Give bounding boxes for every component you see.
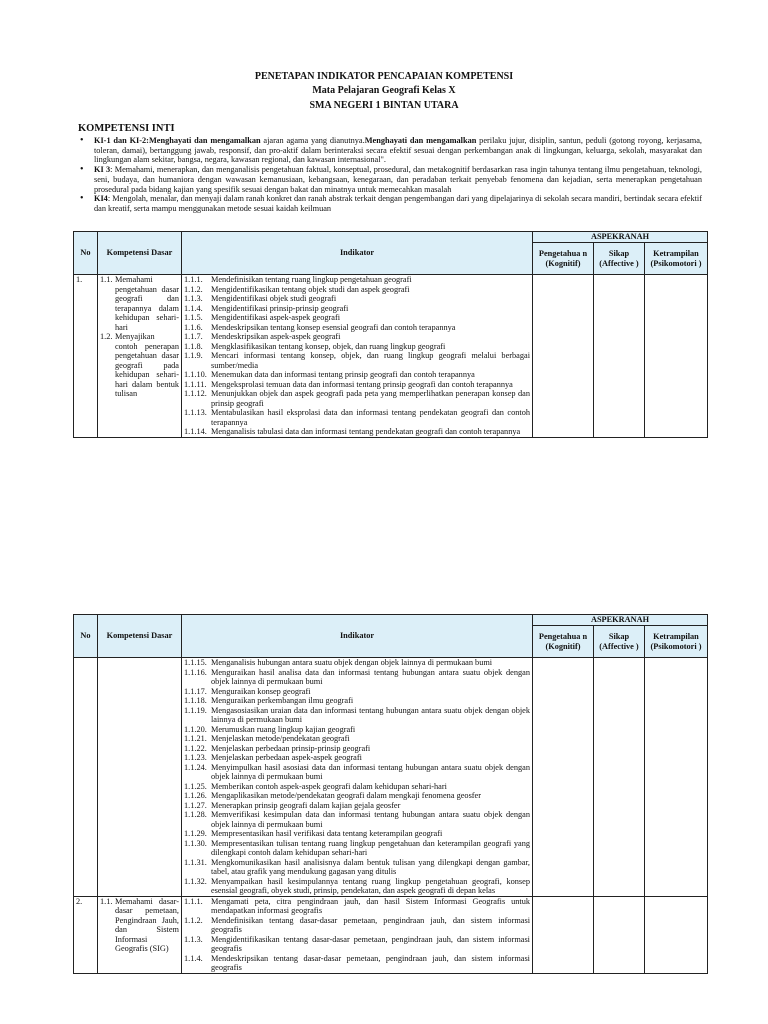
indicator-number: 1.1.15. xyxy=(184,658,207,667)
indicator-text: Mengeksprolasi temuan data dan informasi tentang prinsip geografi dan contoh terapannya xyxy=(211,379,513,389)
kompetensi-dasar-cell xyxy=(98,658,182,897)
indicator-text: Mentabulasikan hasil eksprolasi data dan informasi tentang pendekatan geografi dan contoh terapannya xyxy=(211,408,530,427)
ki-text: ajaran agama yang dianutnya. xyxy=(260,136,365,145)
kompetensi-dasar-cell xyxy=(98,275,182,438)
indicator-text: Menguraikan hasil analisa data dan informasi tentang hubungan antara suatu objek dengan objek lainnya di permukaan bumi xyxy=(211,667,530,686)
indicator-text: Menerapkan prinsip geografi dalam kajian gejala geosfer xyxy=(211,800,401,810)
indicator-item xyxy=(184,753,530,763)
indicator-number: 1.1.1. xyxy=(184,275,203,284)
indicator-item xyxy=(184,285,530,295)
header-kognitif: Pengetahua n (Kognitif) xyxy=(533,626,594,658)
indikator-cell xyxy=(182,275,533,438)
header-afektif: Sikap (Affective ) xyxy=(594,626,645,658)
ki-text: perilaku jujur, disiplin, santun, peduli (gotong royong, kerjasama, toleran, damai), bertanggung jawab, responsif, dan pro-aktif dalam berinteraksi secara efektif sesuai dengan perkembangan anak di lingkungan, keluarga, sekolah, masyarakat dan lingkungan alam sekitar, bangsa, negara, kawasan regional, dan kawasan internasional". xyxy=(94,136,702,165)
ki-label: KI4 xyxy=(94,194,108,204)
indicator-number: 1.1.31. xyxy=(184,857,207,867)
indicator-item xyxy=(184,810,530,829)
indicator-item xyxy=(184,916,530,935)
indicator-number: 1.1.9. xyxy=(184,351,203,360)
indicator-item xyxy=(184,954,530,973)
ki-item-4 xyxy=(78,194,702,213)
indicator-text: Mendeskripsikan tentang dasar-dasar pemetaan, pengindraan jauh, dan sistem informasi geografis xyxy=(211,953,530,972)
indicator-number: 1.1.23. xyxy=(184,753,207,762)
indicator-text: Mempresentasikan hasil verifikasi data tentang keterampilan geografi xyxy=(211,829,443,838)
indicator-text: Mengidentifikasi objek studi geografi xyxy=(211,294,337,303)
indicator-item xyxy=(184,782,530,792)
indicator-text: Mengkomunikasikan hasil analisisnya dalam bentuk tulisan yang dilengkapi dengan gambar, tabel, atau grafik yang mendukung gagasan yang ditulis xyxy=(211,857,530,876)
psikomotor-cell xyxy=(645,275,708,438)
row-number xyxy=(74,658,98,897)
indicator-number: 1.1.29. xyxy=(184,829,207,838)
indicator-number: 1.1.27. xyxy=(184,800,207,810)
indicator-item xyxy=(184,791,530,801)
indicator-number: 1.1.32. xyxy=(184,876,207,886)
kompetensi-inti-list xyxy=(78,136,702,214)
indicator-text: Menyampaikan hasil kesimpulannya tentang ruang lingkup pengetahuan geografi, konsep esensial geografi, obyek studi, prinsip, pendekatan, dan aspek geografi di depan kelas xyxy=(211,876,530,895)
indicator-item xyxy=(184,801,530,811)
indicator-number: 1.1.2. xyxy=(184,915,203,925)
indicator-item xyxy=(184,275,530,285)
indicator-item xyxy=(184,839,530,858)
indicator-text: Mempresentasikan tulisan tentang ruang lingkup pengetahuan dan keterampilan geografi yang dilengkapi contoh dalam kehidupan sehari-hari xyxy=(211,838,530,857)
indicator-text: Mengidentifikasi aspek-aspek geografi xyxy=(211,313,341,322)
ki-lead: Menghayati dan mengamalkan xyxy=(148,136,261,145)
ki-text: : Mengolah, menalar, dan menyaji dalam ranah konkret dan ranah abstrak terkait dengan pengembangan dari yang dipelajarinya di sekolah secara mandiri, bertindak secara efektif dan kreatif, serta mampu menggunakan metode sesuai kaidah keilmuan xyxy=(94,194,702,213)
ki-lead: Menghayati dan mengamalkan xyxy=(364,136,477,145)
indicator-number: 1.1.4. xyxy=(184,303,203,313)
indicator-number: 1.1.11. xyxy=(184,379,207,389)
afektif-cell xyxy=(594,658,645,897)
indicator-number: 1.1.22. xyxy=(184,743,207,753)
kd-text: Memahami pengetahuan dasar geografi dan terapannya dalam kehidupan sehari-hari xyxy=(115,275,179,332)
indicator-text: Mendeskripsikan aspek-aspek geografi xyxy=(211,332,341,341)
indicator-number: 1.1.25. xyxy=(184,781,207,791)
indicator-text: Menganalisis tabulasi data dan informasi tentang pendekatan geografi dan contoh terapannya xyxy=(211,427,521,436)
indicator-number: 1.1.12. xyxy=(184,389,207,398)
indicator-text: Mengasosiasikan uraian data dan informasi tentang hubungan antara suatu objek dengan objek lainnya di permukaan bumi xyxy=(211,705,530,724)
indikator-cell xyxy=(182,658,533,897)
header-aspekranah: ASPEKRANAH xyxy=(533,615,708,626)
indicator-number: 1.1.8. xyxy=(184,341,203,351)
indicator-number: 1.1.19. xyxy=(184,705,207,715)
indicator-text: Menjelaskan metode/pendekatan geografi xyxy=(211,734,350,743)
ki-label: KI-1 dan KI-2: xyxy=(94,136,149,145)
indicator-number: 1.1.6. xyxy=(184,322,203,332)
indicator-number: 1.1.3. xyxy=(184,934,203,944)
ki-text: : Memahami, menerapkan, dan menganalisis pengetahuan faktual, konseptual, prosedural, dan metakognitif berdasarkan rasa ingin tahunya tentang ilmu pengetahuan, teknologi, seni, budaya, dan humaniora dengan wawasan kemanusiaan, kebangsaan, kenegaraan, dan peradaban terkait penyebab fenomena dan kejadian, serta menerapkan pengetahuan prosedural pada bidang kajian yang spesifik sesuai dengan bakat dan minatnya untuk memecahkan masalah xyxy=(94,165,702,194)
indicator-item xyxy=(184,763,530,782)
indicator-number: 1.1.30. xyxy=(184,838,207,848)
psikomotor-cell xyxy=(645,896,708,973)
kompetensi-dasar-item xyxy=(100,332,179,399)
psikomotor-cell xyxy=(645,658,708,897)
indicator-table-2 xyxy=(73,614,708,974)
indicator-item xyxy=(184,313,530,323)
header-no: No xyxy=(74,232,98,275)
document-subtitle: Mata Pelajaran Geografi Kelas X xyxy=(312,85,456,96)
kompetensi-dasar-cell xyxy=(98,896,182,973)
indicator-item xyxy=(184,389,530,408)
indicator-number: 1.1.21. xyxy=(184,734,207,743)
table-row xyxy=(74,275,708,438)
indicator-item xyxy=(184,294,530,304)
indicator-text: Menjelaskan perbedaan prinsip-prinsip geografi xyxy=(211,743,371,753)
table-row xyxy=(74,658,708,897)
kognitif-cell xyxy=(533,275,594,438)
indicator-item xyxy=(184,380,530,390)
header-kompetensi-dasar: Kompetensi Dasar xyxy=(98,615,182,658)
kognitif-cell xyxy=(533,896,594,973)
indicator-number: 1.1.4. xyxy=(184,953,203,963)
kd-number: 1.1. xyxy=(100,896,113,906)
header-kognitif: Pengetahua n (Kognitif) xyxy=(533,243,594,275)
ki-label: KI 3 xyxy=(94,165,111,175)
indicator-number: 1.1.1. xyxy=(184,896,203,906)
header-kompetensi-dasar: Kompetensi Dasar xyxy=(98,232,182,275)
school-name: SMA NEGERI 1 BINTAN UTARA xyxy=(309,100,459,111)
indicator-text: Merumuskan ruang lingkup kajian geografi xyxy=(211,724,356,734)
document-title: PENETAPAN INDIKATOR PENCAPAIAN KOMPETENSI xyxy=(254,71,514,82)
indicator-text: Menguraikan konsep geografi xyxy=(211,686,311,696)
indicator-number: 1.1.5. xyxy=(184,313,203,322)
indicator-number: 1.1.3. xyxy=(184,294,203,303)
indicator-number: 1.1.26. xyxy=(184,791,207,800)
indicator-item xyxy=(184,725,530,735)
indicator-item xyxy=(184,370,530,380)
indicator-item xyxy=(184,351,530,370)
indicator-item xyxy=(184,427,530,437)
afektif-cell xyxy=(594,275,645,438)
indicator-item xyxy=(184,408,530,427)
header-afektif: Sikap (Affective ) xyxy=(594,243,645,275)
indicator-number: 1.1.20. xyxy=(184,724,207,734)
indicator-text: Menemukan data dan informasi tentang prinsip geografi dan contoh terapannya xyxy=(211,370,475,379)
indicator-text: Mendefinisikan tentang dasar-dasar pemetaan, pengindraan jauh, dan sistem informasi geografis xyxy=(211,915,530,934)
indicator-item xyxy=(184,829,530,839)
indicator-text: Menganalisis hubungan antara suatu objek dengan objek lainnya di permukaan bumi xyxy=(211,658,493,667)
indicator-number: 1.1.13. xyxy=(184,408,207,417)
indicator-text: Menunjukkan objek dan aspek geografi pada peta yang memperlihatkan penerapan konsep dan prinsip geografi xyxy=(211,389,530,408)
indicator-item xyxy=(184,706,530,725)
indicator-item xyxy=(184,332,530,342)
ki-item-1-2 xyxy=(78,136,702,165)
kd-text: Menyajikan contoh penerapan pengetahuan dasar geografi pada kehidupan sehari-hari dalam bentuk tulisan xyxy=(115,332,179,398)
indicator-number: 1.1.28. xyxy=(184,810,207,819)
indicator-text: Memberikan contoh aspek-aspek geografi dalam kehidupan sehari-hari xyxy=(211,781,447,791)
indicator-text: Menjelaskan perbedaan aspek-aspek geografi xyxy=(211,753,362,762)
kognitif-cell xyxy=(533,658,594,897)
kompetensi-inti-heading: KOMPETENSI INTI xyxy=(78,123,175,134)
indicator-text: Mengidentifikasikan tentang dasar-dasar pemetaan, pengindraan jauh, dan sistem informasi geografis xyxy=(211,934,530,953)
indicator-text: Mengidentifikasikan tentang objek studi dan aspek geografi xyxy=(211,284,410,294)
afektif-cell xyxy=(594,896,645,973)
header-psikomotor: Ketrampilan (Psikomotori ) xyxy=(645,243,708,275)
table-row xyxy=(74,896,708,973)
indicator-item xyxy=(184,304,530,314)
row-number: 2. xyxy=(74,896,98,973)
indicator-item xyxy=(184,696,530,706)
indicator-number: 1.1.14. xyxy=(184,427,207,436)
indicator-item xyxy=(184,877,530,896)
indicator-number: 1.1.10. xyxy=(184,370,207,379)
kd-number: 1.2. xyxy=(100,332,113,341)
indicator-number: 1.1.16. xyxy=(184,667,207,677)
indicator-text: Mengklasifikasikan tentang konsep, objek, dan ruang lingkup geografi xyxy=(211,341,446,351)
header-aspekranah: ASPEKRANAH xyxy=(533,232,708,243)
kompetensi-dasar-item xyxy=(100,897,179,954)
indicator-item xyxy=(184,342,530,352)
indicator-number: 1.1.17. xyxy=(184,686,207,696)
indicator-text: Mencari informasi tentang konsep, objek, dan ruang lingkup geografi melalui berbagai sumber/media xyxy=(211,351,530,370)
indicator-item xyxy=(184,935,530,954)
indicator-number: 1.1.18. xyxy=(184,696,207,705)
indicator-item xyxy=(184,858,530,877)
indicator-table-1 xyxy=(73,231,708,438)
kd-number: 1.1. xyxy=(100,275,113,284)
indicator-text: Mendeskripsikan tentang konsep esensial geografi dan contoh terapannya xyxy=(211,322,456,332)
indicator-text: Menguraikan perkembangan ilmu geografi xyxy=(211,696,354,705)
header-indikator: Indikator xyxy=(182,615,533,658)
header-no: No xyxy=(74,615,98,658)
indicator-text: Mengamati peta, citra pengindraan jauh, dan hasil Sistem Informasi Geografis untuk mendapatkan informasi geografis xyxy=(211,896,530,915)
indicator-text: Mengaplikasikan metode/pendekatan geografi dalam mengkaji fenomena geosfer xyxy=(211,791,482,800)
indicator-text: Mendefinisikan tentang ruang lingkup pengetahuan geografi xyxy=(211,275,412,284)
indicator-item xyxy=(184,734,530,744)
indicator-item xyxy=(184,658,530,668)
indicator-number: 1.1.2. xyxy=(184,284,203,294)
indicator-text: Memverifikasi kesimpulan data dan informasi tentang hubungan antara suatu objek dengan objek lainnya di permukaan bumi xyxy=(211,810,530,829)
indicator-item xyxy=(184,323,530,333)
ki-item-3 xyxy=(78,165,702,194)
indicator-item xyxy=(184,897,530,916)
kompetensi-dasar-item xyxy=(100,275,179,332)
indicator-item xyxy=(184,744,530,754)
indicator-text: Mengidentifikasi prinsip-prinsip geografi xyxy=(211,303,349,313)
indikator-cell xyxy=(182,896,533,973)
header-psikomotor: Ketrampilan (Psikomotori ) xyxy=(645,626,708,658)
indicator-item xyxy=(184,668,530,687)
indicator-number: 1.1.24. xyxy=(184,762,207,772)
row-number: 1. xyxy=(74,275,98,438)
header-indikator: Indikator xyxy=(182,232,533,275)
indicator-number: 1.1.7. xyxy=(184,332,203,341)
indicator-text: Menyimpulkan hasil asosiasi data dan informasi tentang hubungan antara suatu objek dengan objek lainnya di permukaan bumi xyxy=(211,762,530,781)
indicator-item xyxy=(184,687,530,697)
kd-text: Memahami dasar-dasar pemetaan, Pengindraan Jauh, dan Sistem Informasi Geografis (SIG) xyxy=(115,896,179,953)
